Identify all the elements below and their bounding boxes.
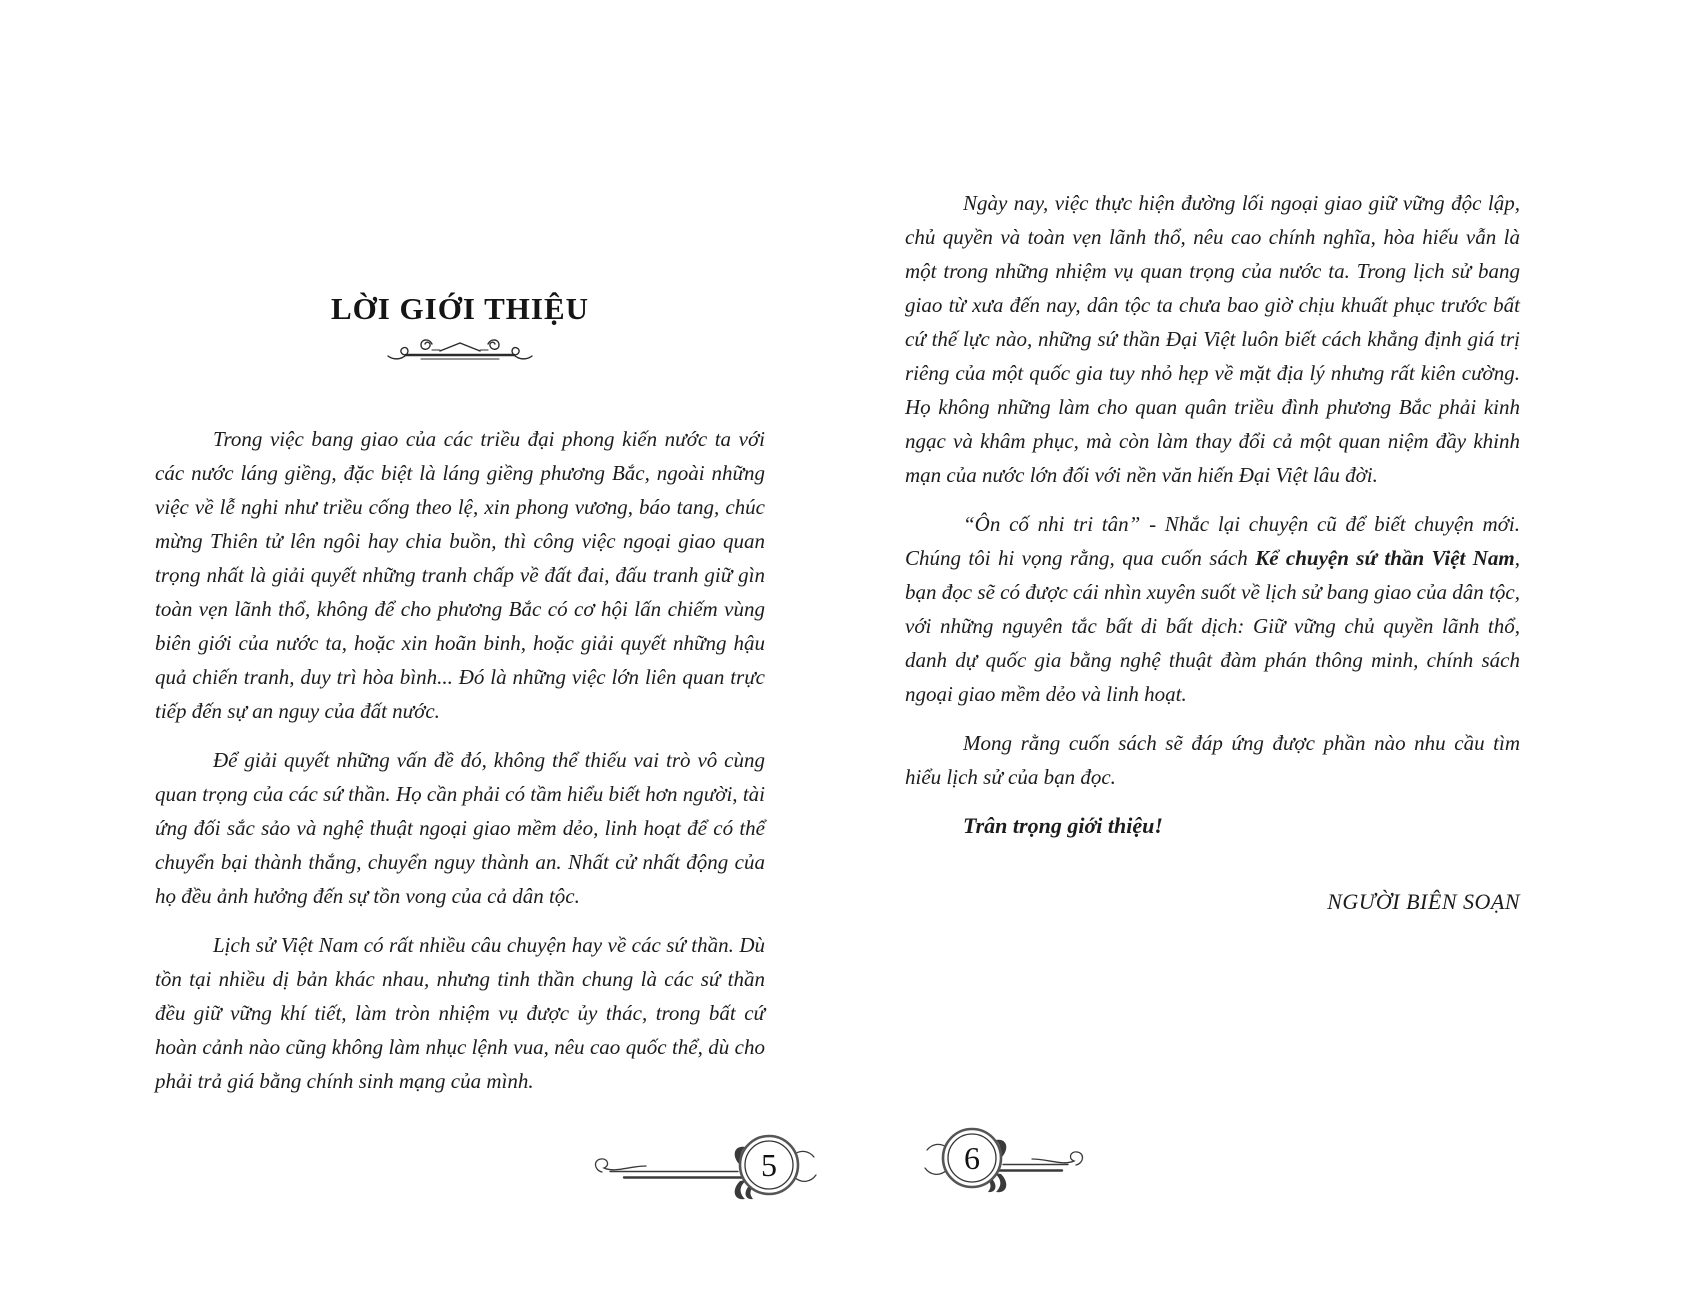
page-number-ornament-right xyxy=(918,1118,1118,1207)
right-page-text-column xyxy=(905,186,1520,917)
page-title: LỜI GIỚI THIỆU xyxy=(330,291,590,326)
title-ornament-wrap xyxy=(155,331,765,365)
paragraph: Trong việc bang giao của các triều đại phong kiến nước ta với các nước láng giềng, đặc biệt là láng giềng phương Bắc, ngoài những việc về lễ nghi như triều cống theo lệ, xin phong vương, báo tang, chúc mừng Thiên tử lên ngôi hay chia buồn, thì công việc ngoại giao quan trọng nhất là giải quyết những tranh chấp về đất đai, đấu tranh giữ gìn toàn vẹn lãnh thổ, không để cho phương Bắc có cơ hội lấn chiếm vùng biên giới của nước ta, hoặc xin hoãn binh, hoặc giải quyết những hậu quả chiến tranh, duy trì hòa bình... Đó là những việc lớn liên quan trực tiếp đến sự an nguy của đất nước. xyxy=(155,427,765,723)
scroll-flourish-divider-icon xyxy=(385,331,535,365)
paragraph: “Ôn cố nhi tri tân” - Nhắc lại chuyện cũ để biết chuyện mới. Chúng tôi hi vọng rằng, qua cuốn sách Kể chuyện sứ thần Việt Nam, bạn đọc sẽ có được cái nhìn xuyên suốt về lịch sử bang giao của dân tộc, với những nguyên tắc bất di bất dịch: Giữ vững chủ quyền lãnh thổ, danh dự quốc gia bằng nghệ thuật đàm phán thông minh, chính sách ngoại giao mềm dẻo và linh hoạt. xyxy=(905,512,1520,706)
left-page-text-column xyxy=(155,422,765,1113)
flourish-circle-icon xyxy=(918,1118,1118,1202)
closing-line: Trân trọng giới thiệu! xyxy=(963,813,1163,838)
paragraph: Mong rằng cuốn sách sẽ đáp ứng được phần nào nhu cầu tìm hiểu lịch sử của bạn đọc. xyxy=(905,731,1520,789)
flourish-circle-icon xyxy=(588,1125,823,1209)
editor-signature: NGƯỜI BIÊN SOẠN xyxy=(1327,889,1520,914)
page-number-left: 5 xyxy=(761,1147,777,1183)
paragraph: Lịch sử Việt Nam có rất nhiều câu chuyện hay về các sứ thần. Dù tồn tại nhiều dị bản khác nhau, nhưng tinh thần chung là các sứ thần đều giữ vững khí tiết, làm tròn nhiệm vụ được ủy thác, trong bất cứ hoàn cảnh nào cũng không làm nhục lệnh vua, nêu cao quốc thể, dù cho phải trả giá bằng chính sinh mạng của mình. xyxy=(155,933,765,1093)
paragraph: Để giải quyết những vấn đề đó, không thể thiếu vai trò vô cùng quan trọng của các sứ thần. Họ cần phải có tầm hiểu biết hơn người, tài ứng đối sắc sảo và nghệ thuật ngoại giao mềm dẻo, linh hoạt để có thể chuyển bại thành thắng, chuyển nguy thành an. Nhất cử nhất động của họ đều ảnh hưởng đến sự tồn vong của cả dân tộc. xyxy=(155,748,765,908)
paragraph: Ngày nay, việc thực hiện đường lối ngoại giao giữ vững độc lập, chủ quyền và toàn vẹn lãnh thổ, nêu cao chính nghĩa, hòa hiếu vẫn là một trong những nhiệm vụ quan trọng của nước ta. Trong lịch sử bang giao từ xưa đến nay, dân tộc ta chưa bao giờ chịu khuất phục trước bất cứ thế lực nào, những sứ thần Đại Việt luôn biết cách khẳng định giá trị riêng của một quốc gia tuy nhỏ hẹp về mặt địa lý nhưng rất kiên cường. Họ không những làm cho quan quân triều đình phương Bắc phải kinh ngạc và khâm phục, mà còn làm thay đổi cả một quan niệm đầy khinh mạn của nước lớn đối với nền văn hiến Đại Việt lâu đời. xyxy=(905,191,1520,487)
page-number-ornament-left xyxy=(588,1125,823,1214)
page-number-right: 6 xyxy=(964,1140,980,1176)
